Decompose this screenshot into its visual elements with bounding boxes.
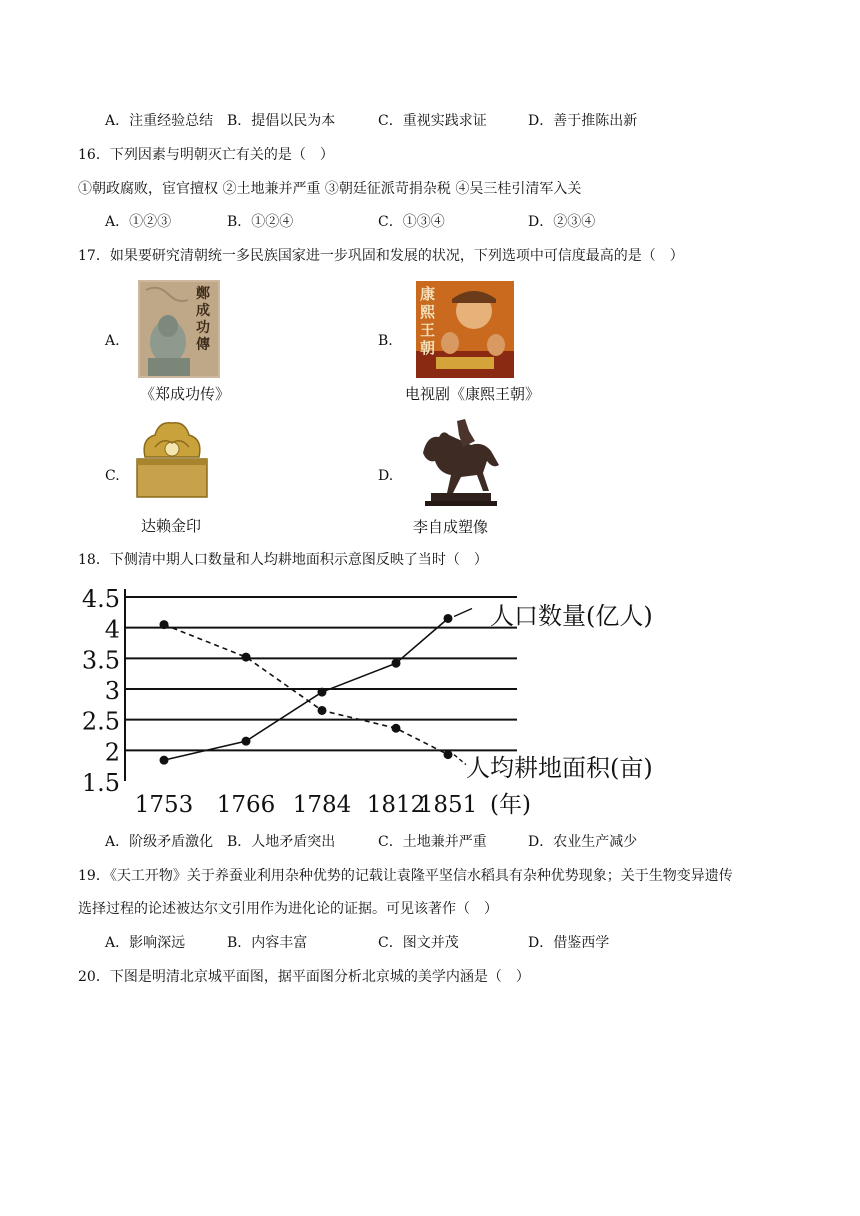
x-tick-label: 1784 [292, 792, 352, 818]
q16-option-d: D．②③④ [528, 214, 596, 230]
x-tick-label: 1851 [418, 792, 478, 818]
book-cover-image [138, 280, 220, 378]
tv-poster-image [416, 281, 514, 378]
statue-picture [413, 417, 505, 507]
golden-seal-picture [133, 417, 211, 499]
series-label-leader [454, 608, 472, 616]
q17-letter-c: C. [105, 468, 120, 484]
q16-factors: ①朝政腐败，宦官擅权 ②土地兼并严重 ③朝廷征派苛捐杂税 ④吴三桂引清军入关 [78, 181, 582, 197]
poster-title-art: 康熙王朝 [420, 285, 436, 357]
q19-options [0, 934, 860, 952]
q16-option-c: C．①③④ [378, 214, 445, 230]
data-point [444, 750, 453, 759]
q18-option-a: A．阶级矛盾激化 [105, 834, 214, 850]
data-point [242, 737, 251, 746]
data-point [444, 614, 453, 623]
q15-options [0, 112, 860, 130]
q17-caption-d: 李自成塑像 [413, 518, 489, 536]
q19-option-b: B．内容丰富 [227, 935, 308, 951]
q15-option-a: A．注重经验总结 [105, 113, 214, 129]
population-farmland-chart [80, 583, 685, 823]
y-tick-label: 1.5 [81, 769, 120, 797]
x-axis-suffix: (年) [490, 792, 531, 818]
y-tick-label: 2.5 [81, 707, 120, 736]
q18-options [0, 833, 860, 851]
q19-option-d: D．借鉴西学 [528, 935, 610, 951]
q17-stem: 17．如果要研究清朝统一多民族国家进一步巩固和发展的状况，下列选项中可信度最高的是（ ） [78, 248, 684, 264]
book-title-art: 鄭成功傳 [196, 286, 210, 353]
x-tick-label: 1812 [366, 792, 426, 818]
x-tick-label: 1753 [134, 792, 194, 818]
data-point [392, 724, 401, 733]
q19-line1: 19．《天工开物》关于养蚕业利用杂种优势的记载让袁隆平坚信水稻具有杂种优势现象；关于生物变异遗传 [78, 868, 733, 884]
q18-option-c: C．土地兼并严重 [378, 834, 487, 850]
q16-option-b: B．①②④ [227, 214, 294, 230]
q17-letter-d: D. [378, 468, 394, 484]
q17-caption-c: 达赖金印 [141, 517, 202, 535]
q20-stem: 20．下图是明清北京城平面图，据平面图分析北京城的美学内涵是（ ） [78, 969, 530, 985]
q17-letter-b: B. [378, 333, 393, 349]
q18-option-d: D．农业生产减少 [528, 834, 638, 850]
q19-option-a: A．影响深远 [105, 935, 186, 951]
y-tick-label: 4.5 [81, 585, 120, 613]
q17-caption-b: 电视剧《康熙王朝》 [405, 385, 541, 403]
data-point [242, 653, 251, 662]
q17-caption-a: 《郑成功传》 [140, 385, 231, 403]
q16-options [0, 213, 860, 231]
q18-stem: 18．下侧清中期人口数量和人均耕地面积示意图反映了当时（ ） [78, 552, 488, 568]
q15-option-b: B．提倡以民为本 [227, 113, 336, 129]
series-label-farmland: 人均耕地面积(亩) [466, 754, 653, 782]
y-tick-label: 4 [104, 615, 120, 644]
y-tick-label: 2 [104, 738, 120, 767]
y-tick-label: 3.5 [81, 646, 120, 675]
data-point [392, 659, 401, 668]
statue-image [413, 417, 505, 507]
data-point [318, 706, 327, 715]
x-tick-label: 1766 [216, 792, 276, 818]
q19-line2: 选择过程的论述被达尔文引用作为进化论的证据。可见该著作（ ） [78, 901, 498, 917]
series-label-population: 人口数量(亿人) [490, 602, 653, 630]
q15-option-d: D．善于推陈出新 [528, 113, 638, 129]
q16-stem: 16．下列因素与明朝灭亡有关的是（ ） [78, 147, 334, 163]
q18-option-b: B．人地矛盾突出 [227, 834, 336, 850]
y-tick-label: 3 [104, 677, 120, 705]
series-label-leader [454, 755, 466, 765]
golden-seal-image [133, 417, 211, 499]
q16-option-a: A．①②③ [105, 214, 172, 230]
data-point [160, 620, 169, 629]
data-point [318, 688, 327, 697]
data-point [160, 756, 169, 765]
q15-option-c: C．重视实践求证 [378, 113, 487, 129]
q17-letter-a: A. [105, 333, 120, 349]
q19-option-c: C．图文并茂 [378, 935, 459, 951]
